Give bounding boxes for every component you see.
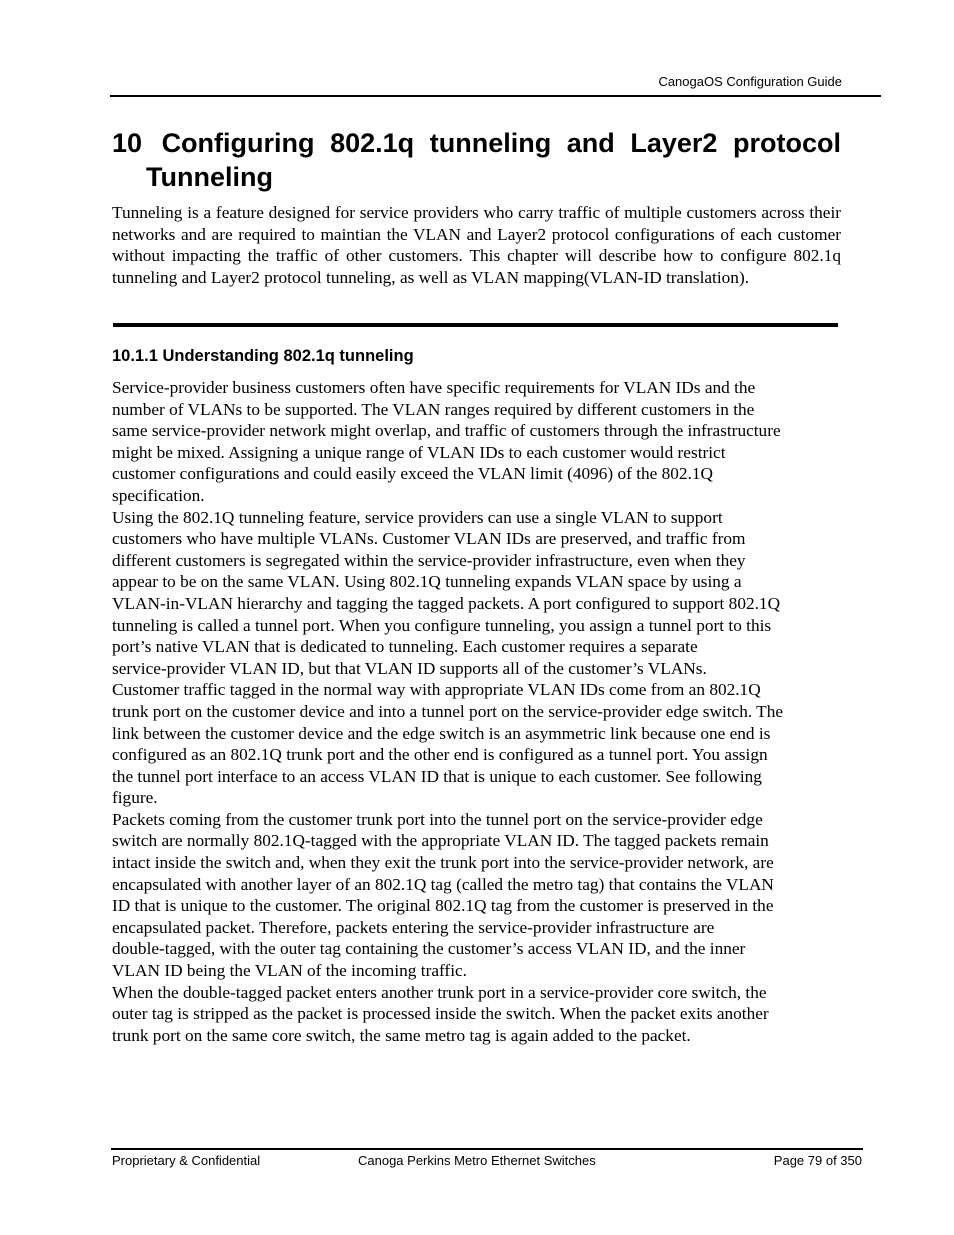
chapter-number: 10 — [112, 128, 143, 158]
body-line: Service-provider business customers often have specific requirements for VLAN IDs and the — [112, 378, 756, 397]
body-line: outer tag is stripped as the packet is processed inside the switch. When the packet exits another — [112, 1004, 769, 1024]
title-word: protocol — [732, 128, 841, 158]
body-line: switch are normally 802.1Q-tagged with the appropriate VLAN ID. The tagged packets remain — [112, 831, 769, 851]
chapter-title-line1 — [112, 126, 841, 160]
title-word: 802.1q — [330, 128, 415, 158]
section-heading: 10.1.1 Understanding 802.1q tunneling — [112, 347, 414, 365]
body-line: trunk port on the customer device and into a tunnel port on the service-provider edge switch. The — [112, 701, 784, 721]
footer-confidentiality: Proprietary & Confidential — [112, 1153, 261, 1168]
chapter-intro: Tunneling is a feature designed for service providers who carry traffic of multiple customers across their networks and are required to maintian the VLAN and Layer2 protocol configurations of each customer without impacting the traffic of other customers. This chapter will describe how to configure 802.1q tunneling and Layer2 protocol tunneling, as well as VLAN mapping(VLAN-ID translation). — [112, 203, 841, 287]
body-line: trunk port on the same core switch, the same metro tag is again added to the packet. — [112, 1025, 691, 1045]
chapter-title — [112, 126, 841, 194]
footer-rule — [111, 1148, 863, 1150]
body-line: encapsulated packet. Therefore, packets entering the service-provider infrastructure are — [112, 917, 715, 937]
body-line: Using the 802.1Q tunneling feature, service providers can use a single VLAN to support — [112, 507, 723, 527]
body-line: tunneling is called a tunnel port. When you configure tunneling, you assign a tunnel port to this — [112, 615, 772, 635]
body-line: customer configurations and could easily exceed the VLAN limit (4096) of the 802.1Q — [112, 464, 714, 484]
body-line: Customer traffic tagged in the normal way with appropriate VLAN IDs come from an 802.1Q — [112, 680, 761, 700]
body-line: specification. — [112, 485, 205, 505]
body-line: When the double-tagged packet enters another trunk port in a service-provider core switch, the — [112, 982, 767, 1002]
footer-page-number: Page 79 of 350 — [773, 1153, 862, 1168]
body-line: same service-provider network might overlap, and traffic of customers through the infrastructure — [112, 421, 781, 441]
header-rule — [110, 95, 881, 97]
body-line: intact inside the switch and, when they exit the trunk port into the service-provider network, are — [112, 853, 774, 873]
body-line: ID that is unique to the customer. The original 802.1Q tag from the customer is preserved in the — [112, 896, 774, 916]
footer-product: Canoga Perkins Metro Ethernet Switches — [358, 1153, 596, 1168]
body-line: Packets coming from the customer trunk port into the tunnel port on the service-provider edge — [112, 809, 763, 829]
section-divider — [113, 323, 838, 327]
body-line: VLAN ID being the VLAN of the incoming traffic. — [112, 961, 467, 981]
body-line: service-provider VLAN ID, but that VLAN ID supports all of the customer’s VLANs. — [112, 658, 707, 678]
body-line: link between the customer device and the edge switch is an asymmetric link because one end is — [112, 723, 771, 743]
body-line: different customers is segregated within the service-provider infrastructure, even when they — [112, 550, 746, 570]
body-line: customers who have multiple VLANs. Customer VLAN IDs are preserved, and traffic from — [112, 529, 746, 549]
body-line: figure. — [112, 788, 158, 808]
running-header: CanogaOS Configuration Guide — [658, 74, 842, 89]
body-line: might be mixed. Assigning a unique range of VLAN IDs to each customer would restrict — [112, 442, 726, 462]
body-line: appear to be on the same VLAN. Using 802.1Q tunneling expands VLAN space by using a — [112, 572, 742, 592]
chapter-title-line2: Tunneling — [146, 162, 273, 192]
title-word: Layer2 — [630, 128, 718, 158]
body-line: encapsulated with another layer of an 802.1Q tag (called the metro tag) that contains the VLAN — [112, 874, 774, 894]
body-line: configured as an 802.1Q trunk port and the other end is configured as a tunnel port. You assign — [112, 745, 768, 765]
body-line: double-tagged, with the outer tag containing the customer’s access VLAN ID, and the inner — [112, 939, 746, 959]
title-word: and — [566, 128, 615, 158]
body-line: port’s native VLAN that is dedicated to tunneling. Each customer requires a separate — [112, 637, 698, 657]
body-line: number of VLANs to be supported. The VLAN ranges required by different customers in the — [112, 399, 755, 419]
title-word: Configuring — [161, 128, 315, 158]
body-line: VLAN-in-VLAN hierarchy and tagging the tagged packets. A port configured to support 802.1Q — [112, 593, 781, 613]
body-line: the tunnel port interface to an access VLAN ID that is unique to each customer. See following — [112, 766, 762, 786]
section-body — [112, 377, 847, 1046]
title-word: tunneling — [429, 128, 552, 158]
